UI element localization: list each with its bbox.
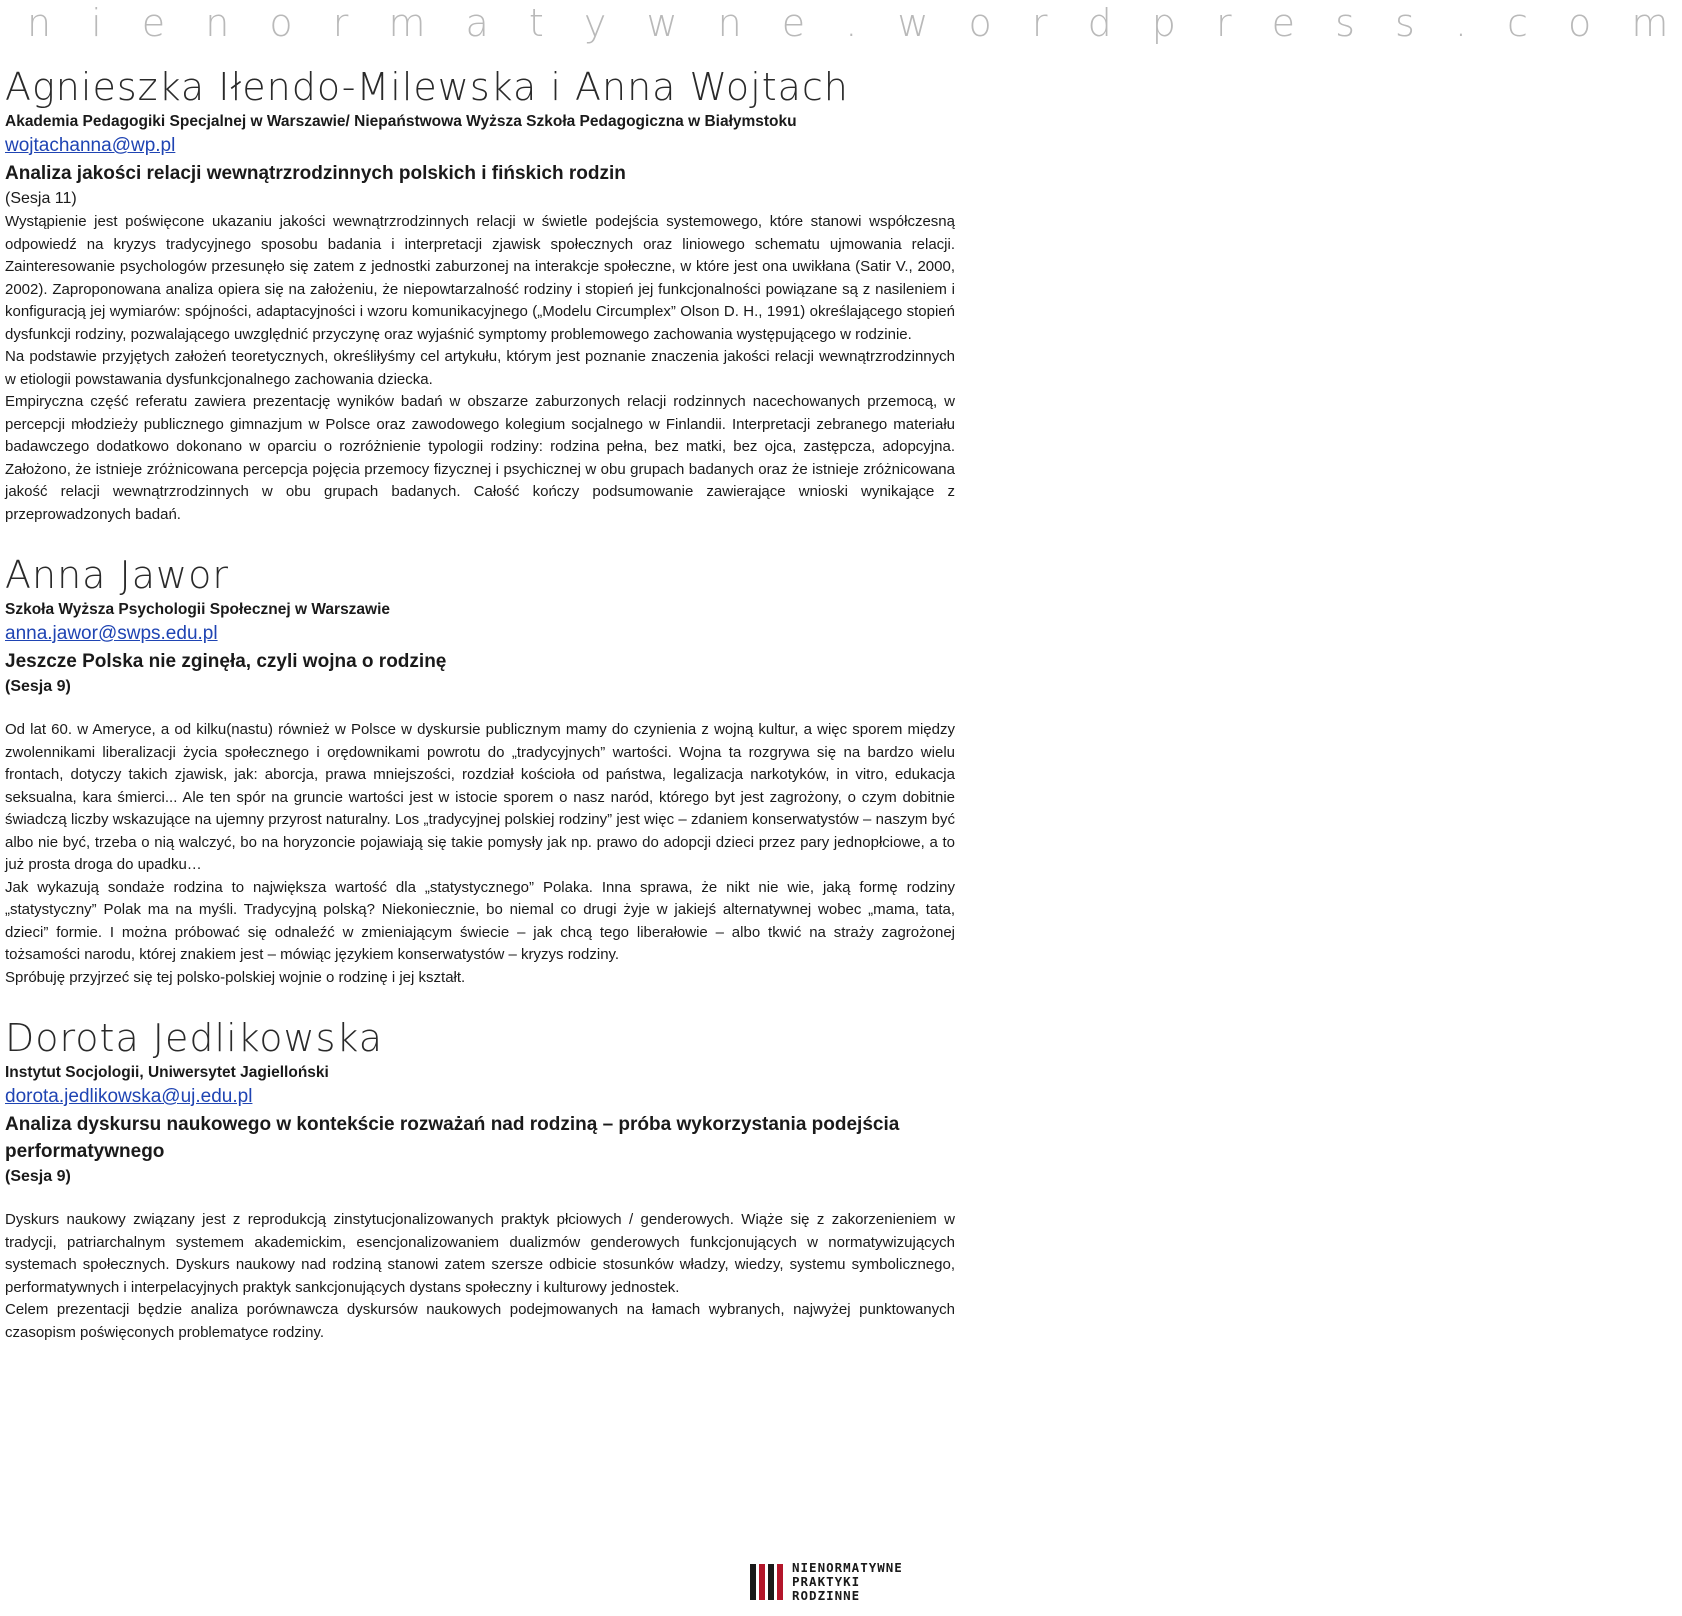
abstract-entry	[5, 64, 955, 526]
affiliation: Akademia Pedagogiki Specjalnej w Warszawie/ Niepaństwowa Wyższa Szkoła Pedagogiczna w Białymstoku	[5, 113, 797, 130]
abstract-paragraph: Od lat 60. w Ameryce, a od kilku(nastu) również w Polsce w dyskursie publicznym mamy do czynienia z wojną kultur, a więc sporem między zwolennikami liberalizacji życia społecznego i orędownikami powrotu do „tradycyjnych” wartości. Wojna ta rozgrywa się na bardzo wielu frontach, dotyczy takich zjawisk, jak: aborcja, prawa mniejszości, rozdział kościoła od państwa, legalizacja narkotyków, in vitro, edukacja seksualna, kara śmierci... Ale ten spór na gruncie wartości jest w istocie sporem o nasz naród, którego byt jest zagrożony, o czym dobitnie świadczą liczby wskazujące na ujemny przyrost naturalny. Los „tradycyjnej polskiej rodziny” jest więc – zdaniem konserwatystów – naszym być albo nie być, trzeba o nią walczyć, bo na horyzoncie pojawiają się takie pomysły jak np. prawo do adopcji dzieci przez pary jednopłciowe, a to już prosta droga do upadku…	[5, 721, 955, 873]
abstract-text	[5, 1209, 955, 1344]
site-header: n i e n o r m a t y w n e . w o r d p r e s s . c o m	[27, 1, 1682, 45]
abstract-entry	[5, 1015, 955, 1344]
affiliation: Instytut Socjologii, Uniwersytet Jagielloński	[5, 1064, 329, 1081]
affiliation: Szkoła Wyższa Psychologii Społecznej w Warszawie	[5, 601, 391, 618]
logo-text	[792, 1561, 903, 1603]
abstract-paragraph: Celem prezentacji będzie analiza porównawcza dyskursów naukowych podejmowanych na łamach wybranych, najwyżej punktowanych czasopism poświęconych problematyce rodziny.	[5, 1301, 955, 1341]
abstract-paragraph: Na podstawie przyjętych założeń teoretycznych, określiłyśmy cel artykułu, którym jest poznanie znaczenia jakości relacji wewnątrzrodzinnych w etiologii powstawania dysfunkcjonalnego zachowania dziecka.	[5, 348, 955, 388]
footer-logo	[748, 1558, 930, 1606]
author-name: Dorota Jedlikowska	[5, 1016, 384, 1060]
abstract-paragraph: Wystąpienie jest poświęcone ukazaniu jakości wewnątrzrodzinnych relacji w świetle podejścia systemowego, które stanowi współczesną odpowiedź na kryzys tradycyjnego sposobu badania i interpretacji zjawisk społecznych oraz liniowego schematu ujmowania relacji. Zainteresowanie psychologów przesunęło się zatem z jednostki zaburzonej na interakcje społeczne, w które jest ona uwikłana (Satir V., 2000, 2002). Zaproponowana analiza opiera się na założeniu, że niepowtarzalność rodziny i stopień jej funkcjonalności powiązane są z nasileniem i konfiguracją jej wymiarów: spójności, adaptacyjności i wzoru komunikacyjnego („Modelu Circumplex” Olson D. H., 1991) określającego stopień dysfunkcji rodziny, pozwalającego uwzględnić przyczynę oraz wyjaśnić symptomy problemowego zachowania występującego w rodzinie.	[5, 213, 955, 343]
abstract-paragraph: Spróbuję przyjrzeć się tej polsko-polskiej wojnie o rodzinę i jej kształt.	[5, 968, 466, 986]
abstract-paragraph: Dyskurs naukowy związany jest z reprodukcją zinstytucjonalizowanych praktyk płciowych / genderowych. Wiąże się z zakorzenieniem w tradycji, patriarchalnym systemem akademickim, esencjonalizowaniem dualizmów genderowych funkcjonujących w normatywizujących systemach społecznych. Dyskurs naukowy nad rodziną stanowi zatem szersze odbicie stosunków władzy, wiedzy, systemu symbolicznego, performatywnych i interpelacyjnych praktyk sankcjonujących dystans społeczny i kulturowy jednostek.	[5, 1211, 955, 1296]
email-link[interactable]: wojtachanna@wp.pl	[5, 135, 176, 156]
abstract-text	[5, 211, 955, 526]
author-name: Anna Jawor	[5, 553, 229, 597]
author-name: Agnieszka Iłendo-Milewska i Anna Wojtach	[5, 65, 849, 109]
session-label: (Sesja 9)	[5, 678, 71, 695]
logo-line: NIENORMATYWNE	[792, 1560, 903, 1575]
talk-title: Analiza jakości relacji wewnątrzrodzinnych polskich i fińskich rodzin	[5, 163, 626, 184]
document-page	[5, 0, 1682, 1344]
abstract-entry	[5, 552, 955, 989]
session-label: (Sesja 9)	[5, 1168, 71, 1185]
abstract-paragraph: Jak wykazują sondaże rodzina to największa wartość dla „statystycznego” Polaka. Inna sprawa, że nikt nie wie, jaką formę rodziny „statystyczny” Polak ma na myśli. Tradycyjną polską? Niekoniecznie, bo niemal co drugi żyje w jakiejś alternatywnej wobec „mama, tata, dzieci” formie. I można próbować się odnaleźć w zmieniającym świecie – jak chcą tego liberałowie – albo tkwić na straży zagrożonej tożsamości narodu, której znakiem jest – mówiąc językiem konserwatystów – kryzys rodziny.	[5, 878, 955, 963]
logo-line: PRAKTYKI	[792, 1574, 861, 1589]
session-label: (Sesja 11)	[5, 190, 77, 207]
logo-icon	[748, 1560, 786, 1604]
email-link[interactable]: dorota.jedlikowska@uj.edu.pl	[5, 1086, 253, 1107]
talk-title: Analiza dyskursu naukowego w kontekście rozważań nad rodziną – próba wykorzystania podejścia performatywnego	[5, 1114, 900, 1162]
logo-line: RODZINNE	[792, 1588, 861, 1603]
email-link[interactable]: anna.jawor@swps.edu.pl	[5, 623, 218, 644]
abstract-text	[5, 719, 955, 989]
abstract-paragraph: Empiryczna część referatu zawiera prezentację wyników badań w obszarze zaburzonych relacji rodzinnych nacechowanych przemocą, w percepcji młodzieży publicznego gimnazjum w Polsce oraz zawodowego kolegium socjalnego w Finlandii. Interpretacji zebranego materiału badawczego dodatkowo dokonano w oparciu o rozróżnienie typologii rodziny: rodzina pełna, bez matki, bez ojca, zastępcza, adopcyjna. Założono, że istnieje zróżnicowana percepcja pojęcia przemocy fizycznej i psychicznej w obu grupach badanych oraz że istnieje zróżnicowana jakość relacji wewnątrzrodzinnych w obu grupach badanych. Całość kończy podsumowanie zawierające wnioski wynikające z przeprowadzonych badań.	[5, 393, 955, 523]
talk-title: Jeszcze Polska nie zginęła, czyli wojna o rodzinę	[5, 651, 447, 672]
